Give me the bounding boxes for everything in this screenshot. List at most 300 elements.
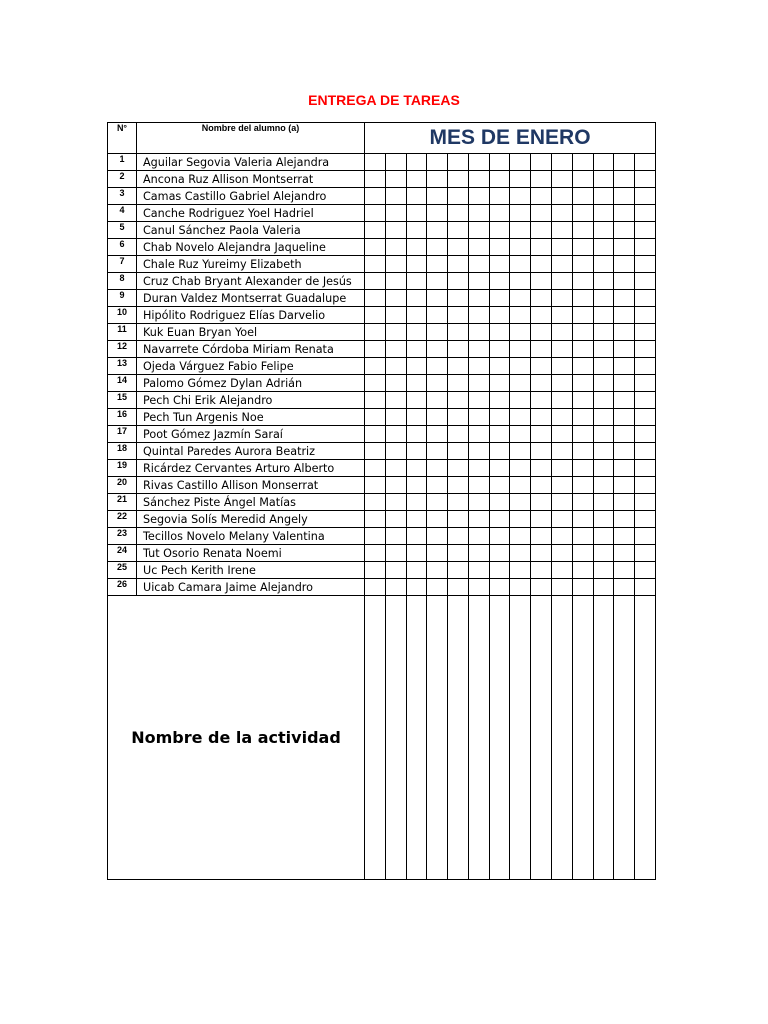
check-cell[interactable] bbox=[572, 358, 593, 375]
activity-cell[interactable] bbox=[510, 596, 531, 880]
check-cell[interactable] bbox=[572, 528, 593, 545]
check-cell[interactable] bbox=[635, 562, 656, 579]
activity-cell[interactable] bbox=[531, 596, 552, 880]
check-cell[interactable] bbox=[468, 205, 489, 222]
check-cell[interactable] bbox=[531, 511, 552, 528]
check-cell[interactable] bbox=[427, 154, 448, 171]
check-cell[interactable] bbox=[468, 188, 489, 205]
check-cell[interactable] bbox=[531, 188, 552, 205]
check-cell[interactable] bbox=[427, 511, 448, 528]
check-cell[interactable] bbox=[385, 579, 406, 596]
check-cell[interactable] bbox=[468, 494, 489, 511]
check-cell[interactable] bbox=[572, 239, 593, 256]
check-cell[interactable] bbox=[593, 460, 614, 477]
check-cell[interactable] bbox=[614, 171, 635, 188]
check-cell[interactable] bbox=[614, 545, 635, 562]
check-cell[interactable] bbox=[385, 477, 406, 494]
check-cell[interactable] bbox=[510, 341, 531, 358]
check-cell[interactable] bbox=[531, 324, 552, 341]
check-cell[interactable] bbox=[510, 426, 531, 443]
check-cell[interactable] bbox=[385, 528, 406, 545]
check-cell[interactable] bbox=[572, 443, 593, 460]
check-cell[interactable] bbox=[635, 392, 656, 409]
check-cell[interactable] bbox=[385, 307, 406, 324]
check-cell[interactable] bbox=[635, 171, 656, 188]
check-cell[interactable] bbox=[468, 222, 489, 239]
check-cell[interactable] bbox=[552, 239, 573, 256]
check-cell[interactable] bbox=[448, 528, 469, 545]
check-cell[interactable] bbox=[552, 358, 573, 375]
check-cell[interactable] bbox=[510, 511, 531, 528]
check-cell[interactable] bbox=[572, 324, 593, 341]
check-cell[interactable] bbox=[448, 324, 469, 341]
check-cell[interactable] bbox=[427, 426, 448, 443]
check-cell[interactable] bbox=[531, 239, 552, 256]
check-cell[interactable] bbox=[510, 579, 531, 596]
check-cell[interactable] bbox=[468, 443, 489, 460]
check-cell[interactable] bbox=[365, 443, 386, 460]
check-cell[interactable] bbox=[427, 494, 448, 511]
check-cell[interactable] bbox=[593, 205, 614, 222]
check-cell[interactable] bbox=[552, 460, 573, 477]
check-cell[interactable] bbox=[489, 256, 510, 273]
check-cell[interactable] bbox=[468, 477, 489, 494]
check-cell[interactable] bbox=[448, 426, 469, 443]
check-cell[interactable] bbox=[468, 460, 489, 477]
check-cell[interactable] bbox=[614, 562, 635, 579]
check-cell[interactable] bbox=[635, 545, 656, 562]
check-cell[interactable] bbox=[406, 562, 427, 579]
check-cell[interactable] bbox=[593, 511, 614, 528]
check-cell[interactable] bbox=[489, 477, 510, 494]
check-cell[interactable] bbox=[531, 528, 552, 545]
check-cell[interactable] bbox=[406, 426, 427, 443]
check-cell[interactable] bbox=[552, 324, 573, 341]
check-cell[interactable] bbox=[614, 341, 635, 358]
activity-cell[interactable] bbox=[552, 596, 573, 880]
check-cell[interactable] bbox=[531, 358, 552, 375]
check-cell[interactable] bbox=[614, 273, 635, 290]
check-cell[interactable] bbox=[614, 443, 635, 460]
check-cell[interactable] bbox=[593, 426, 614, 443]
check-cell[interactable] bbox=[510, 273, 531, 290]
check-cell[interactable] bbox=[427, 205, 448, 222]
check-cell[interactable] bbox=[593, 358, 614, 375]
check-cell[interactable] bbox=[510, 154, 531, 171]
check-cell[interactable] bbox=[365, 256, 386, 273]
check-cell[interactable] bbox=[406, 579, 427, 596]
check-cell[interactable] bbox=[614, 188, 635, 205]
check-cell[interactable] bbox=[510, 222, 531, 239]
check-cell[interactable] bbox=[489, 494, 510, 511]
check-cell[interactable] bbox=[365, 460, 386, 477]
check-cell[interactable] bbox=[448, 443, 469, 460]
check-cell[interactable] bbox=[406, 494, 427, 511]
check-cell[interactable] bbox=[635, 154, 656, 171]
check-cell[interactable] bbox=[635, 205, 656, 222]
check-cell[interactable] bbox=[510, 460, 531, 477]
check-cell[interactable] bbox=[531, 273, 552, 290]
check-cell[interactable] bbox=[365, 154, 386, 171]
check-cell[interactable] bbox=[552, 477, 573, 494]
check-cell[interactable] bbox=[448, 511, 469, 528]
check-cell[interactable] bbox=[552, 494, 573, 511]
check-cell[interactable] bbox=[531, 222, 552, 239]
check-cell[interactable] bbox=[614, 477, 635, 494]
check-cell[interactable] bbox=[552, 256, 573, 273]
check-cell[interactable] bbox=[427, 409, 448, 426]
check-cell[interactable] bbox=[448, 494, 469, 511]
check-cell[interactable] bbox=[510, 256, 531, 273]
check-cell[interactable] bbox=[510, 545, 531, 562]
check-cell[interactable] bbox=[385, 358, 406, 375]
check-cell[interactable] bbox=[572, 511, 593, 528]
check-cell[interactable] bbox=[635, 426, 656, 443]
check-cell[interactable] bbox=[448, 341, 469, 358]
check-cell[interactable] bbox=[365, 579, 386, 596]
check-cell[interactable] bbox=[510, 188, 531, 205]
check-cell[interactable] bbox=[593, 222, 614, 239]
activity-cell[interactable] bbox=[635, 596, 656, 880]
check-cell[interactable] bbox=[406, 324, 427, 341]
check-cell[interactable] bbox=[531, 256, 552, 273]
check-cell[interactable] bbox=[385, 273, 406, 290]
check-cell[interactable] bbox=[510, 324, 531, 341]
check-cell[interactable] bbox=[552, 511, 573, 528]
check-cell[interactable] bbox=[468, 307, 489, 324]
check-cell[interactable] bbox=[489, 324, 510, 341]
check-cell[interactable] bbox=[510, 443, 531, 460]
check-cell[interactable] bbox=[572, 307, 593, 324]
check-cell[interactable] bbox=[427, 375, 448, 392]
check-cell[interactable] bbox=[489, 290, 510, 307]
check-cell[interactable] bbox=[552, 205, 573, 222]
check-cell[interactable] bbox=[510, 171, 531, 188]
check-cell[interactable] bbox=[552, 528, 573, 545]
check-cell[interactable] bbox=[448, 477, 469, 494]
check-cell[interactable] bbox=[385, 392, 406, 409]
check-cell[interactable] bbox=[635, 358, 656, 375]
check-cell[interactable] bbox=[385, 171, 406, 188]
check-cell[interactable] bbox=[614, 307, 635, 324]
check-cell[interactable] bbox=[365, 205, 386, 222]
check-cell[interactable] bbox=[614, 494, 635, 511]
check-cell[interactable] bbox=[572, 545, 593, 562]
check-cell[interactable] bbox=[448, 256, 469, 273]
check-cell[interactable] bbox=[448, 375, 469, 392]
check-cell[interactable] bbox=[635, 222, 656, 239]
check-cell[interactable] bbox=[448, 188, 469, 205]
check-cell[interactable] bbox=[427, 239, 448, 256]
check-cell[interactable] bbox=[614, 528, 635, 545]
check-cell[interactable] bbox=[468, 375, 489, 392]
check-cell[interactable] bbox=[406, 341, 427, 358]
check-cell[interactable] bbox=[385, 426, 406, 443]
check-cell[interactable] bbox=[531, 375, 552, 392]
check-cell[interactable] bbox=[572, 341, 593, 358]
check-cell[interactable] bbox=[614, 324, 635, 341]
check-cell[interactable] bbox=[614, 154, 635, 171]
check-cell[interactable] bbox=[531, 154, 552, 171]
check-cell[interactable] bbox=[406, 171, 427, 188]
check-cell[interactable] bbox=[385, 205, 406, 222]
check-cell[interactable] bbox=[531, 307, 552, 324]
check-cell[interactable] bbox=[552, 341, 573, 358]
check-cell[interactable] bbox=[489, 562, 510, 579]
check-cell[interactable] bbox=[448, 579, 469, 596]
check-cell[interactable] bbox=[406, 273, 427, 290]
check-cell[interactable] bbox=[427, 358, 448, 375]
check-cell[interactable] bbox=[468, 545, 489, 562]
check-cell[interactable] bbox=[572, 256, 593, 273]
check-cell[interactable] bbox=[489, 460, 510, 477]
check-cell[interactable] bbox=[489, 222, 510, 239]
check-cell[interactable] bbox=[593, 494, 614, 511]
check-cell[interactable] bbox=[510, 307, 531, 324]
check-cell[interactable] bbox=[406, 460, 427, 477]
check-cell[interactable] bbox=[365, 511, 386, 528]
check-cell[interactable] bbox=[448, 154, 469, 171]
check-cell[interactable] bbox=[510, 409, 531, 426]
check-cell[interactable] bbox=[531, 426, 552, 443]
check-cell[interactable] bbox=[572, 188, 593, 205]
check-cell[interactable] bbox=[635, 256, 656, 273]
check-cell[interactable] bbox=[448, 358, 469, 375]
check-cell[interactable] bbox=[427, 188, 448, 205]
check-cell[interactable] bbox=[427, 579, 448, 596]
check-cell[interactable] bbox=[489, 528, 510, 545]
check-cell[interactable] bbox=[614, 205, 635, 222]
check-cell[interactable] bbox=[531, 494, 552, 511]
check-cell[interactable] bbox=[572, 290, 593, 307]
activity-cell[interactable] bbox=[365, 596, 386, 880]
check-cell[interactable] bbox=[593, 528, 614, 545]
check-cell[interactable] bbox=[406, 392, 427, 409]
check-cell[interactable] bbox=[489, 392, 510, 409]
check-cell[interactable] bbox=[427, 562, 448, 579]
check-cell[interactable] bbox=[531, 545, 552, 562]
check-cell[interactable] bbox=[365, 171, 386, 188]
check-cell[interactable] bbox=[385, 494, 406, 511]
check-cell[interactable] bbox=[635, 528, 656, 545]
check-cell[interactable] bbox=[572, 579, 593, 596]
check-cell[interactable] bbox=[448, 545, 469, 562]
check-cell[interactable] bbox=[448, 290, 469, 307]
check-cell[interactable] bbox=[448, 171, 469, 188]
check-cell[interactable] bbox=[593, 154, 614, 171]
check-cell[interactable] bbox=[635, 494, 656, 511]
check-cell[interactable] bbox=[572, 222, 593, 239]
check-cell[interactable] bbox=[593, 188, 614, 205]
check-cell[interactable] bbox=[365, 375, 386, 392]
check-cell[interactable] bbox=[468, 341, 489, 358]
check-cell[interactable] bbox=[427, 545, 448, 562]
check-cell[interactable] bbox=[385, 341, 406, 358]
check-cell[interactable] bbox=[448, 307, 469, 324]
check-cell[interactable] bbox=[572, 494, 593, 511]
check-cell[interactable] bbox=[385, 375, 406, 392]
check-cell[interactable] bbox=[635, 324, 656, 341]
check-cell[interactable] bbox=[635, 341, 656, 358]
check-cell[interactable] bbox=[406, 256, 427, 273]
check-cell[interactable] bbox=[406, 528, 427, 545]
check-cell[interactable] bbox=[427, 392, 448, 409]
check-cell[interactable] bbox=[365, 528, 386, 545]
check-cell[interactable] bbox=[552, 545, 573, 562]
check-cell[interactable] bbox=[593, 562, 614, 579]
check-cell[interactable] bbox=[365, 273, 386, 290]
check-cell[interactable] bbox=[552, 375, 573, 392]
check-cell[interactable] bbox=[406, 477, 427, 494]
check-cell[interactable] bbox=[489, 426, 510, 443]
check-cell[interactable] bbox=[572, 477, 593, 494]
check-cell[interactable] bbox=[365, 562, 386, 579]
check-cell[interactable] bbox=[365, 222, 386, 239]
check-cell[interactable] bbox=[427, 443, 448, 460]
check-cell[interactable] bbox=[552, 171, 573, 188]
check-cell[interactable] bbox=[427, 460, 448, 477]
check-cell[interactable] bbox=[635, 188, 656, 205]
activity-cell[interactable] bbox=[385, 596, 406, 880]
check-cell[interactable] bbox=[489, 273, 510, 290]
check-cell[interactable] bbox=[552, 222, 573, 239]
check-cell[interactable] bbox=[406, 511, 427, 528]
check-cell[interactable] bbox=[531, 205, 552, 222]
check-cell[interactable] bbox=[489, 171, 510, 188]
check-cell[interactable] bbox=[406, 222, 427, 239]
check-cell[interactable] bbox=[635, 511, 656, 528]
check-cell[interactable] bbox=[614, 409, 635, 426]
check-cell[interactable] bbox=[552, 154, 573, 171]
check-cell[interactable] bbox=[614, 579, 635, 596]
check-cell[interactable] bbox=[489, 443, 510, 460]
check-cell[interactable] bbox=[572, 171, 593, 188]
check-cell[interactable] bbox=[468, 290, 489, 307]
check-cell[interactable] bbox=[427, 273, 448, 290]
check-cell[interactable] bbox=[614, 358, 635, 375]
check-cell[interactable] bbox=[468, 562, 489, 579]
check-cell[interactable] bbox=[552, 290, 573, 307]
activity-cell[interactable] bbox=[468, 596, 489, 880]
check-cell[interactable] bbox=[635, 409, 656, 426]
check-cell[interactable] bbox=[448, 392, 469, 409]
check-cell[interactable] bbox=[531, 171, 552, 188]
check-cell[interactable] bbox=[635, 443, 656, 460]
check-cell[interactable] bbox=[468, 528, 489, 545]
check-cell[interactable] bbox=[510, 392, 531, 409]
check-cell[interactable] bbox=[406, 188, 427, 205]
check-cell[interactable] bbox=[552, 392, 573, 409]
check-cell[interactable] bbox=[552, 409, 573, 426]
check-cell[interactable] bbox=[489, 188, 510, 205]
check-cell[interactable] bbox=[406, 545, 427, 562]
check-cell[interactable] bbox=[365, 409, 386, 426]
check-cell[interactable] bbox=[593, 375, 614, 392]
check-cell[interactable] bbox=[614, 460, 635, 477]
check-cell[interactable] bbox=[468, 273, 489, 290]
check-cell[interactable] bbox=[510, 562, 531, 579]
check-cell[interactable] bbox=[365, 290, 386, 307]
check-cell[interactable] bbox=[448, 562, 469, 579]
check-cell[interactable] bbox=[468, 256, 489, 273]
check-cell[interactable] bbox=[531, 579, 552, 596]
check-cell[interactable] bbox=[635, 477, 656, 494]
check-cell[interactable] bbox=[489, 341, 510, 358]
check-cell[interactable] bbox=[614, 256, 635, 273]
check-cell[interactable] bbox=[385, 188, 406, 205]
check-cell[interactable] bbox=[406, 205, 427, 222]
check-cell[interactable] bbox=[365, 341, 386, 358]
check-cell[interactable] bbox=[427, 324, 448, 341]
check-cell[interactable] bbox=[406, 375, 427, 392]
check-cell[interactable] bbox=[593, 307, 614, 324]
check-cell[interactable] bbox=[468, 358, 489, 375]
check-cell[interactable] bbox=[448, 409, 469, 426]
check-cell[interactable] bbox=[406, 154, 427, 171]
check-cell[interactable] bbox=[427, 171, 448, 188]
check-cell[interactable] bbox=[531, 409, 552, 426]
check-cell[interactable] bbox=[365, 307, 386, 324]
check-cell[interactable] bbox=[572, 273, 593, 290]
check-cell[interactable] bbox=[614, 239, 635, 256]
activity-cell[interactable] bbox=[572, 596, 593, 880]
check-cell[interactable] bbox=[593, 341, 614, 358]
check-cell[interactable] bbox=[593, 239, 614, 256]
activity-cell[interactable] bbox=[593, 596, 614, 880]
check-cell[interactable] bbox=[635, 460, 656, 477]
check-cell[interactable] bbox=[385, 290, 406, 307]
check-cell[interactable] bbox=[593, 171, 614, 188]
check-cell[interactable] bbox=[552, 426, 573, 443]
check-cell[interactable] bbox=[635, 579, 656, 596]
check-cell[interactable] bbox=[552, 579, 573, 596]
check-cell[interactable] bbox=[593, 443, 614, 460]
check-cell[interactable] bbox=[552, 188, 573, 205]
check-cell[interactable] bbox=[510, 477, 531, 494]
check-cell[interactable] bbox=[448, 460, 469, 477]
check-cell[interactable] bbox=[635, 273, 656, 290]
check-cell[interactable] bbox=[593, 256, 614, 273]
check-cell[interactable] bbox=[572, 154, 593, 171]
check-cell[interactable] bbox=[489, 375, 510, 392]
check-cell[interactable] bbox=[385, 409, 406, 426]
check-cell[interactable] bbox=[365, 239, 386, 256]
check-cell[interactable] bbox=[468, 426, 489, 443]
check-cell[interactable] bbox=[468, 324, 489, 341]
check-cell[interactable] bbox=[510, 290, 531, 307]
check-cell[interactable] bbox=[531, 443, 552, 460]
check-cell[interactable] bbox=[365, 392, 386, 409]
check-cell[interactable] bbox=[448, 222, 469, 239]
check-cell[interactable] bbox=[489, 205, 510, 222]
check-cell[interactable] bbox=[365, 324, 386, 341]
check-cell[interactable] bbox=[448, 273, 469, 290]
check-cell[interactable] bbox=[614, 375, 635, 392]
check-cell[interactable] bbox=[531, 477, 552, 494]
check-cell[interactable] bbox=[593, 392, 614, 409]
check-cell[interactable] bbox=[593, 273, 614, 290]
check-cell[interactable] bbox=[365, 358, 386, 375]
check-cell[interactable] bbox=[385, 545, 406, 562]
check-cell[interactable] bbox=[385, 154, 406, 171]
check-cell[interactable] bbox=[531, 341, 552, 358]
check-cell[interactable] bbox=[510, 358, 531, 375]
check-cell[interactable] bbox=[593, 324, 614, 341]
check-cell[interactable] bbox=[406, 358, 427, 375]
check-cell[interactable] bbox=[635, 290, 656, 307]
check-cell[interactable] bbox=[614, 392, 635, 409]
check-cell[interactable] bbox=[593, 409, 614, 426]
